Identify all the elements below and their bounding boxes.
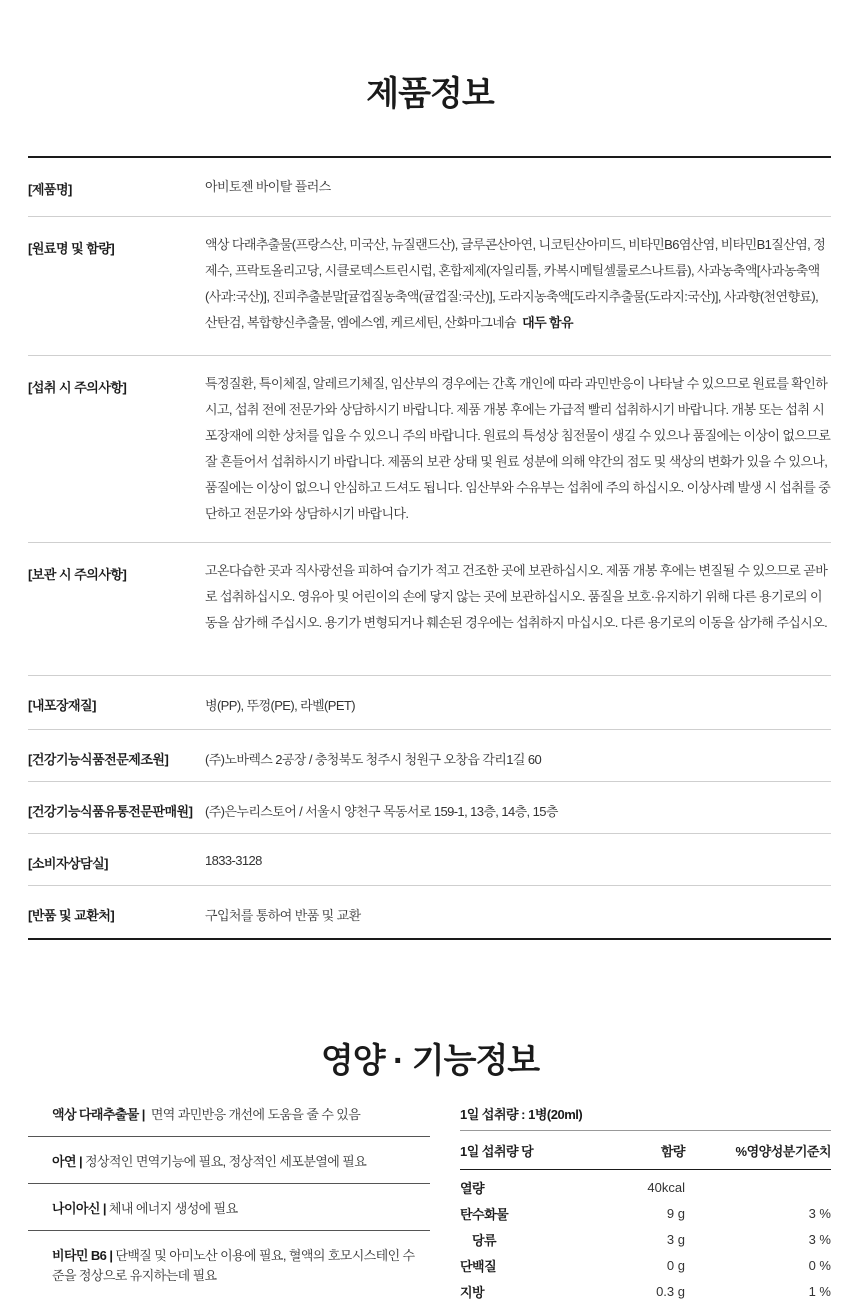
nutrient-percent: 3 % xyxy=(808,1231,831,1247)
info-row-storage-caution xyxy=(28,543,831,676)
function-separator: | xyxy=(78,1154,82,1169)
nutrient-percent: 3 % xyxy=(808,1205,831,1221)
nutrient-amount: 3 g xyxy=(666,1231,685,1247)
info-label: [건강기능식품유통전문판매원] xyxy=(28,804,193,819)
product-info-title: 제품정보 xyxy=(366,75,494,113)
header-amount: 함량 xyxy=(660,1143,685,1159)
info-row-distributor xyxy=(28,782,831,834)
function-separator: | xyxy=(109,1248,113,1263)
info-label: [건강기능식품전문제조원] xyxy=(28,752,169,767)
info-value: (주)은누리스토어 / 서울시 양천구 목동서로 159-1, 13층, 14층, 15층 xyxy=(205,804,558,819)
nutrition-function-title: 영양 · 기능정보 xyxy=(320,1042,540,1080)
info-row-product-name xyxy=(28,158,831,217)
nutrient-percent: 1 % xyxy=(808,1283,831,1299)
info-label: [섭취 시 주의사항] xyxy=(28,380,127,395)
nutrition-table xyxy=(460,1104,831,1304)
nutrient-name: 탄수화물 xyxy=(460,1206,509,1222)
function-separator: | xyxy=(141,1107,145,1122)
function-name: 액상 다래추출물 xyxy=(52,1107,139,1122)
info-row-returns xyxy=(28,886,831,938)
nutrient-amount: 0.3 g xyxy=(656,1283,685,1299)
info-value: 구입처를 통하여 반품 및 교환 xyxy=(205,908,361,923)
function-separator: | xyxy=(102,1201,106,1216)
info-row-ingredients xyxy=(28,217,831,356)
info-value: 1833-3128 xyxy=(205,853,262,868)
product-info-table xyxy=(28,156,831,940)
info-label: [보관 시 주의사항] xyxy=(28,567,127,582)
info-label: [반품 및 교환처] xyxy=(28,908,115,923)
nutrient-name: 단백질 xyxy=(460,1258,497,1274)
info-label: [소비자상담실] xyxy=(28,856,109,871)
info-value: 아비토젠 바이탈 플러스 xyxy=(205,179,331,194)
nutrition-row xyxy=(460,1278,831,1304)
info-label: [원료명 및 함량] xyxy=(28,241,115,256)
function-name: 아연 xyxy=(52,1154,76,1169)
nutrition-row xyxy=(460,1174,831,1200)
function-item xyxy=(28,1184,430,1231)
nutrition-row xyxy=(460,1252,831,1278)
function-item xyxy=(28,1231,430,1301)
info-row-packaging xyxy=(28,676,831,730)
header-daily-value: %영양성분기준치 xyxy=(735,1143,831,1159)
nutrient-amount: 9 g xyxy=(666,1205,685,1221)
info-value xyxy=(205,211,831,355)
info-row-customer-service xyxy=(28,834,831,886)
function-name: 나이아신 xyxy=(52,1201,100,1216)
info-value: (주)노바렉스 2공장 / 충청북도 청주시 청원구 오창읍 각리1길 60 xyxy=(205,752,542,767)
function-item xyxy=(28,1090,430,1137)
function-desc: 단백질 및 아미노산 이용에 필요, 혈액의 호모시스테인 수준을 정상으로 유지하는데 필요 xyxy=(52,1248,415,1283)
ingredients-text: 액상 다래추출물(프랑스산, 미국산, 뉴질랜드산), 글루콘산아연, 니코틴산아미드, 비타민B6염산염, 비타민B1질산염, 정제수, 프락토올리고당, 시클로덱스트린시럽, 혼합제제(자일리톨, 카복시메틸셀룰로스나트륨), 사과농축액[사과농축액(사과:국산)], 진피추출분말[귤껍질농축액(귤껍질:국산)], 도라지농축액[도라지추출물(도라지:국산)], 사과향(천연향료), 산탄검, 복합향신추출물, 엠에스엠, 케르세틴, 산화마그네슘 xyxy=(205,237,826,330)
serving-size: 1일 섭취량 : 1병(20ml) xyxy=(460,1107,583,1122)
allergen-text: 대두 함유 xyxy=(522,315,573,330)
header-per-serving: 1일 섭취량 당 xyxy=(460,1143,534,1159)
nutrient-name: 열량 xyxy=(460,1180,485,1196)
info-row-intake-caution xyxy=(28,356,831,543)
function-desc: 체내 에너지 생성에 필요 xyxy=(108,1201,238,1216)
nutrient-amount: 40kcal xyxy=(647,1179,685,1195)
nutrient-name: 당류 xyxy=(472,1232,497,1248)
nutrient-name: 지방 xyxy=(460,1284,485,1300)
function-desc: 정상적인 면역기능에 필요, 정상적인 세포분열에 필요 xyxy=(85,1154,367,1169)
nutrition-row xyxy=(460,1226,831,1252)
nutrition-row xyxy=(460,1200,831,1226)
nutrient-amount: 0 g xyxy=(666,1257,685,1273)
info-row-manufacturer xyxy=(28,730,831,782)
nutrition-header xyxy=(460,1130,831,1170)
info-value: 특정질환, 특이체질, 알레르기체질, 임산부의 경우에는 간혹 개인에 따라 과민반응이 나타날 수 있으므로 원료를 확인하시고, 섭취 전에 전문가와 상담하시기 바랍니다. 제품 개봉 후에는 가급적 빨리 섭취하시기 바랍니다. 개봉 또는 섭취 시 포장재에 의한 상처를 입을 수 있으니 주의 바랍니다. 원료의 특성상 침전물이 생길 수 있으나 품질에는 이상이 없으므로 잘 흔들어서 섭취하시기 바랍니다. 제품의 보관 상태 및 원료 성분에 의해 약간의 점도 및 색상의 변화가 있을 수 있으나, 품질에는 이상이 없으니 안심하고 드셔도 됩니다. 임산부와 수유부는 섭취에 주의 하십시오. 이상사례 발생 시 섭취를 중단하고 전문가와 상담하시기 바랍니다. xyxy=(205,376,831,521)
info-value: 고온다습한 곳과 직사광선을 피하여 습기가 적고 건조한 곳에 보관하십시오. 제품 개봉 후에는 변질될 수 있으므로 곧바로 섭취하십시오. 영유아 및 어린이의 손에 닿지 않는 곳에 보관하십시오. 품질을 보호·유지하기 위해 다른 용기로의 이동을 삼가해 주십시오. 용기가 변형되거나 훼손된 경우에는 섭취하지 마십시오. 다른 용기로의 이동을 삼가해 주십시오. xyxy=(205,563,828,630)
function-name: 비타민 B6 xyxy=(52,1248,107,1263)
info-label: [내포장재질] xyxy=(28,698,96,713)
function-list xyxy=(28,1090,430,1301)
info-label: [제품명] xyxy=(28,182,72,197)
function-desc: 면역 과민반응 개선에 도움을 줄 수 있음 xyxy=(150,1107,361,1122)
function-item xyxy=(28,1137,430,1184)
info-value: 병(PP), 뚜껑(PE), 라벨(PET) xyxy=(205,698,355,713)
nutrient-percent: 0 % xyxy=(808,1257,831,1273)
